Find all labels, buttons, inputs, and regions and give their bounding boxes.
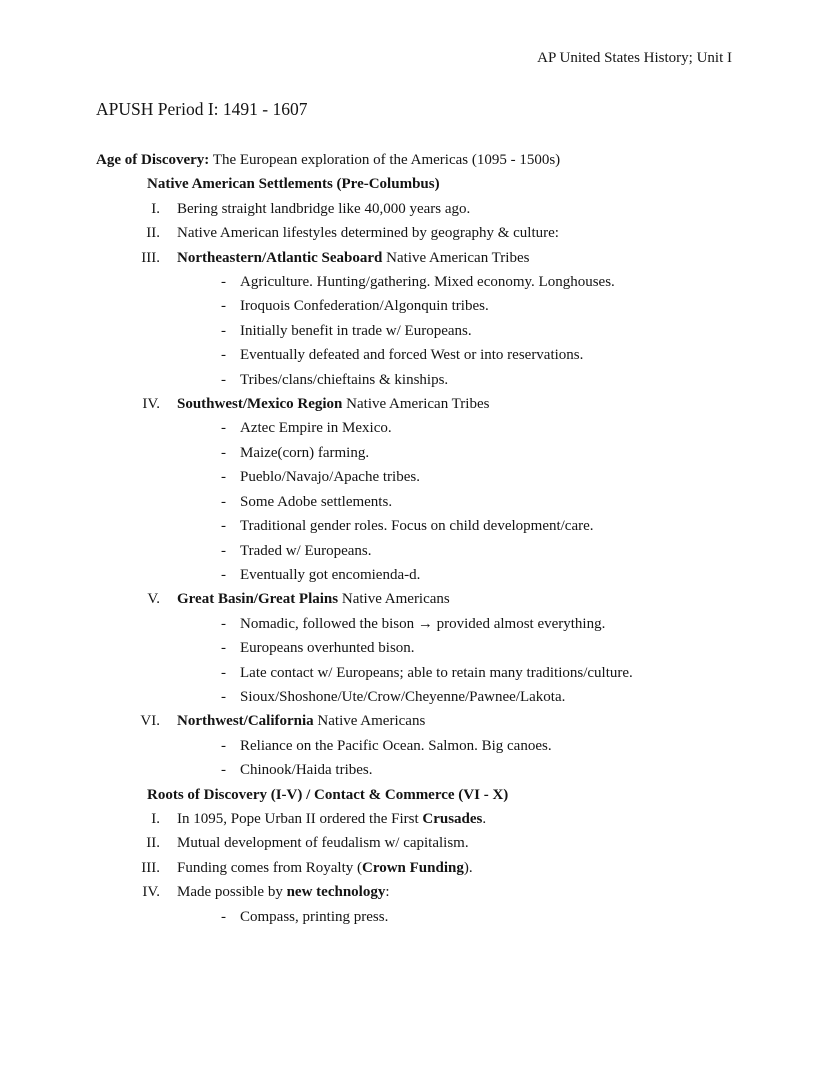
roman-numeral-marker: II. bbox=[146, 835, 160, 852]
numbered-item bbox=[96, 392, 732, 416]
text-segment: Funding comes from Royalty ( bbox=[177, 859, 362, 876]
text-segment: Northwest/California bbox=[177, 713, 314, 730]
numbered-item bbox=[96, 831, 732, 855]
numbered-item bbox=[96, 221, 732, 245]
dash-marker: - bbox=[221, 518, 226, 535]
text-segment: Eventually defeated and forced West or into reservations. bbox=[240, 347, 584, 364]
text-segment: : bbox=[385, 884, 390, 901]
dash-item bbox=[96, 514, 732, 538]
dash-item bbox=[96, 319, 732, 343]
document-body bbox=[96, 148, 732, 929]
roman-numeral-marker: IV. bbox=[142, 396, 160, 413]
text-segment: ). bbox=[463, 859, 473, 876]
numbered-item bbox=[96, 197, 732, 221]
dash-item bbox=[96, 685, 732, 709]
text-segment: Crusades bbox=[422, 810, 483, 827]
text-segment: Southwest/Mexico Region bbox=[177, 396, 343, 413]
dash-item bbox=[96, 416, 732, 440]
text-segment: Chinook/Haida tribes. bbox=[240, 762, 373, 779]
text-segment: Iroquois Confederation/Algonquin tribes. bbox=[240, 298, 489, 315]
dash-item bbox=[96, 563, 732, 587]
text-segment: Tribes/clans/chieftains & kinships. bbox=[240, 371, 449, 388]
dash-marker: - bbox=[221, 566, 226, 583]
roman-numeral-marker: I. bbox=[151, 810, 160, 827]
roman-numeral-marker: I. bbox=[151, 200, 160, 217]
dash-item bbox=[96, 758, 732, 782]
roman-numeral-marker: III. bbox=[141, 249, 160, 266]
roman-numeral-marker: V. bbox=[147, 591, 160, 608]
dash-marker: - bbox=[221, 737, 226, 754]
numbered-item bbox=[96, 807, 732, 831]
dash-marker: - bbox=[221, 640, 226, 657]
numbered-item bbox=[96, 246, 732, 270]
dash-item bbox=[96, 734, 732, 758]
text-segment: Great Basin/Great Plains bbox=[177, 591, 339, 608]
text-segment: Native Americans bbox=[313, 713, 426, 730]
section-heading bbox=[96, 148, 732, 172]
dash-item bbox=[96, 270, 732, 294]
text-segment: Late contact w/ Europeans; able to retain many traditions/culture. bbox=[240, 664, 633, 681]
text-segment: Some Adobe settlements. bbox=[240, 493, 393, 510]
text-segment: Maize(corn) farming. bbox=[240, 444, 370, 461]
text-segment: Native American Tribes bbox=[342, 396, 490, 413]
dash-item bbox=[96, 343, 732, 367]
roman-numeral-marker: IV. bbox=[142, 884, 160, 901]
text-segment: In 1095, Pope Urban II ordered the First bbox=[177, 810, 423, 827]
text-segment: Mutual development of feudalism w/ capitalism. bbox=[177, 835, 469, 852]
text-segment: Europeans overhunted bison. bbox=[240, 640, 415, 657]
dash-marker: - bbox=[221, 298, 226, 315]
dash-item bbox=[96, 539, 732, 563]
dash-item bbox=[96, 612, 732, 636]
text-segment: Nomadic, followed the bison → provided almost everything. bbox=[240, 615, 606, 632]
page-title: APUSH Period I: 1491 - 1607 bbox=[96, 99, 308, 119]
text-segment: Roots of Discovery (I-V) / Contact & Commerce (VI - X) bbox=[147, 786, 509, 803]
subsection-heading bbox=[147, 783, 732, 807]
dash-item bbox=[96, 636, 732, 660]
roman-numeral-marker: II. bbox=[146, 225, 160, 242]
dash-marker: - bbox=[221, 274, 226, 291]
dash-marker: - bbox=[221, 688, 226, 705]
text-segment: Aztec Empire in Mexico. bbox=[240, 420, 392, 437]
dash-marker: - bbox=[221, 542, 226, 559]
dash-marker: - bbox=[221, 371, 226, 388]
text-segment: Northeastern/Atlantic Seaboard bbox=[177, 249, 383, 266]
dash-item bbox=[96, 465, 732, 489]
dash-marker: - bbox=[221, 493, 226, 510]
dash-marker: - bbox=[221, 664, 226, 681]
document-header: AP United States History; Unit I bbox=[537, 50, 732, 66]
dash-marker: - bbox=[221, 420, 226, 437]
text-segment: Eventually got encomienda-d. bbox=[240, 566, 421, 583]
text-segment: Age of Discovery: bbox=[96, 152, 210, 168]
dash-marker: - bbox=[221, 615, 226, 632]
text-segment: Bering straight landbridge like 40,000 years ago. bbox=[177, 200, 471, 217]
dash-marker: - bbox=[221, 908, 226, 925]
text-segment: Sioux/Shoshone/Ute/Crow/Cheyenne/Pawnee/Lakota. bbox=[240, 688, 566, 705]
dash-marker: - bbox=[221, 469, 226, 486]
text-segment: Native American Settlements (Pre-Columbus) bbox=[147, 176, 440, 193]
numbered-item bbox=[96, 709, 732, 733]
text-segment: Initially benefit in trade w/ Europeans. bbox=[240, 322, 472, 339]
subsection-heading bbox=[147, 172, 732, 196]
dash-item bbox=[96, 368, 732, 392]
text-segment: Compass, printing press. bbox=[240, 908, 389, 925]
numbered-item bbox=[96, 856, 732, 880]
dash-item bbox=[96, 661, 732, 685]
roman-numeral-marker: III. bbox=[141, 859, 160, 876]
text-segment: Crown Funding bbox=[361, 859, 464, 876]
text-segment: Native Americans bbox=[338, 591, 450, 608]
dash-item bbox=[96, 905, 732, 929]
dash-marker: - bbox=[221, 347, 226, 364]
text-segment: Native American Tribes bbox=[382, 249, 530, 266]
text-segment: Traded w/ Europeans. bbox=[240, 542, 372, 559]
dash-marker: - bbox=[221, 322, 226, 339]
text-segment: Made possible by bbox=[177, 884, 287, 901]
text-segment: . bbox=[482, 810, 487, 827]
text-segment: Agriculture. Hunting/gathering. Mixed economy. Longhouses. bbox=[240, 274, 615, 291]
numbered-item bbox=[96, 880, 732, 904]
dash-marker: - bbox=[221, 444, 226, 461]
dash-item bbox=[96, 490, 732, 514]
text-segment: new technology bbox=[286, 884, 386, 901]
text-segment: Reliance on the Pacific Ocean. Salmon. Big canoes. bbox=[240, 737, 552, 754]
text-segment: Pueblo/Navajo/Apache tribes. bbox=[240, 469, 420, 486]
numbered-item bbox=[96, 587, 732, 611]
text-segment: Traditional gender roles. Focus on child development/care. bbox=[240, 518, 594, 535]
text-segment: Native American lifestyles determined by geography & culture: bbox=[177, 225, 559, 242]
dash-item bbox=[96, 294, 732, 318]
text-segment: The European exploration of the Americas (1095 - 1500s) bbox=[209, 152, 561, 168]
dash-item bbox=[96, 441, 732, 465]
dash-marker: - bbox=[221, 762, 226, 779]
roman-numeral-marker: VI. bbox=[140, 713, 160, 730]
